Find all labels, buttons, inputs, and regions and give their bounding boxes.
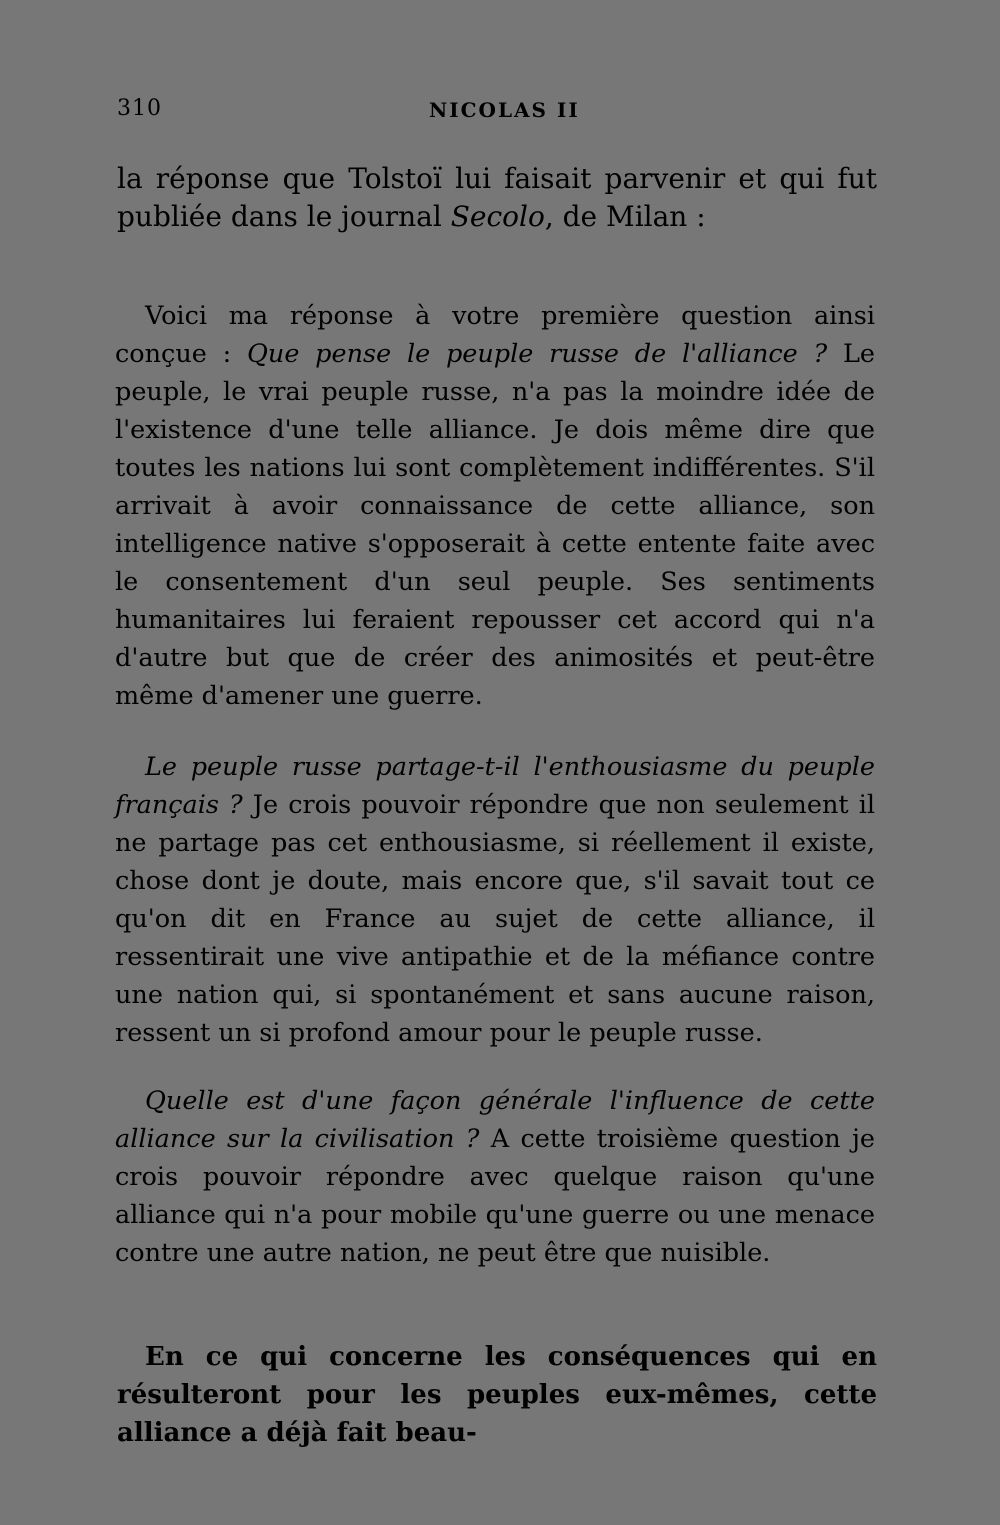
quote-paragraph-3 (115, 1082, 875, 1272)
intro-text-after: , de Milan : (544, 200, 706, 233)
quote3-question: Quelle est d'une façon générale l'influence de cette alliance sur la civilisation ? (115, 1086, 875, 1154)
quote-paragraph-1 (115, 297, 875, 715)
page-header (117, 96, 877, 126)
quote2-answer: Je crois pouvoir répondre que non seulement il ne partage pas cet enthousiasme, si réellement il existe, chose dont je doute, mais encore que, s'il savait tout ce qu'on dit en France au sujet de cette alliance, il ressentirait une vive antipathie et de la méfiance contre une nation qui, si spontanément et sans aucune raison, ressent un si profond amour pour le peuple russe. (115, 790, 876, 1048)
quote1-text-before: Voici ma réponse à votre première question ainsi conçue : (115, 301, 875, 369)
journal-name: Secolo (450, 200, 545, 233)
intro-paragraph (117, 160, 877, 236)
quote1-question: Que pense le peuple russe de l'alliance ? (246, 339, 828, 369)
quote2-question: Le peuple russe partage-t-il l'enthousiasme du peuple français ? (115, 752, 875, 820)
quote-paragraph-2 (115, 748, 875, 1052)
page-number: 310 (117, 96, 162, 121)
quote1-answer: Le peuple, le vrai peuple russe, n'a pas la moindre idée de l'existence d'une telle alliance. Je dois même dire que toutes les nations lui sont complètement indifférentes. S'il arrivait à avoir connaissance de cette alliance, son intelligence native s'opposerait à cette entente faite avec le consentement d'un seul peuple. Ses sentiments humanitaires lui feraient repousser cet accord qui n'a d'autre but que de créer des animosités et peut-être même d'amener une guerre. (115, 339, 876, 711)
quote3-answer: A cette troisième question je crois pouvoir répondre avec quelque raison qu'une alliance qui n'a pour mobile qu'une guerre ou une menace contre une autre nation, ne peut être que nuisible. (115, 1124, 875, 1268)
intro-text-before: la réponse que Tolstoï lui faisait parvenir et qui fut publiée dans le journal (117, 162, 877, 233)
running-head: NICOLAS II (429, 98, 580, 122)
closing-paragraph: En ce qui concerne les conséquences qui en résulteront pour les peuples eux-mêmes, cette alliance a déjà fait beau- (117, 1342, 877, 1448)
